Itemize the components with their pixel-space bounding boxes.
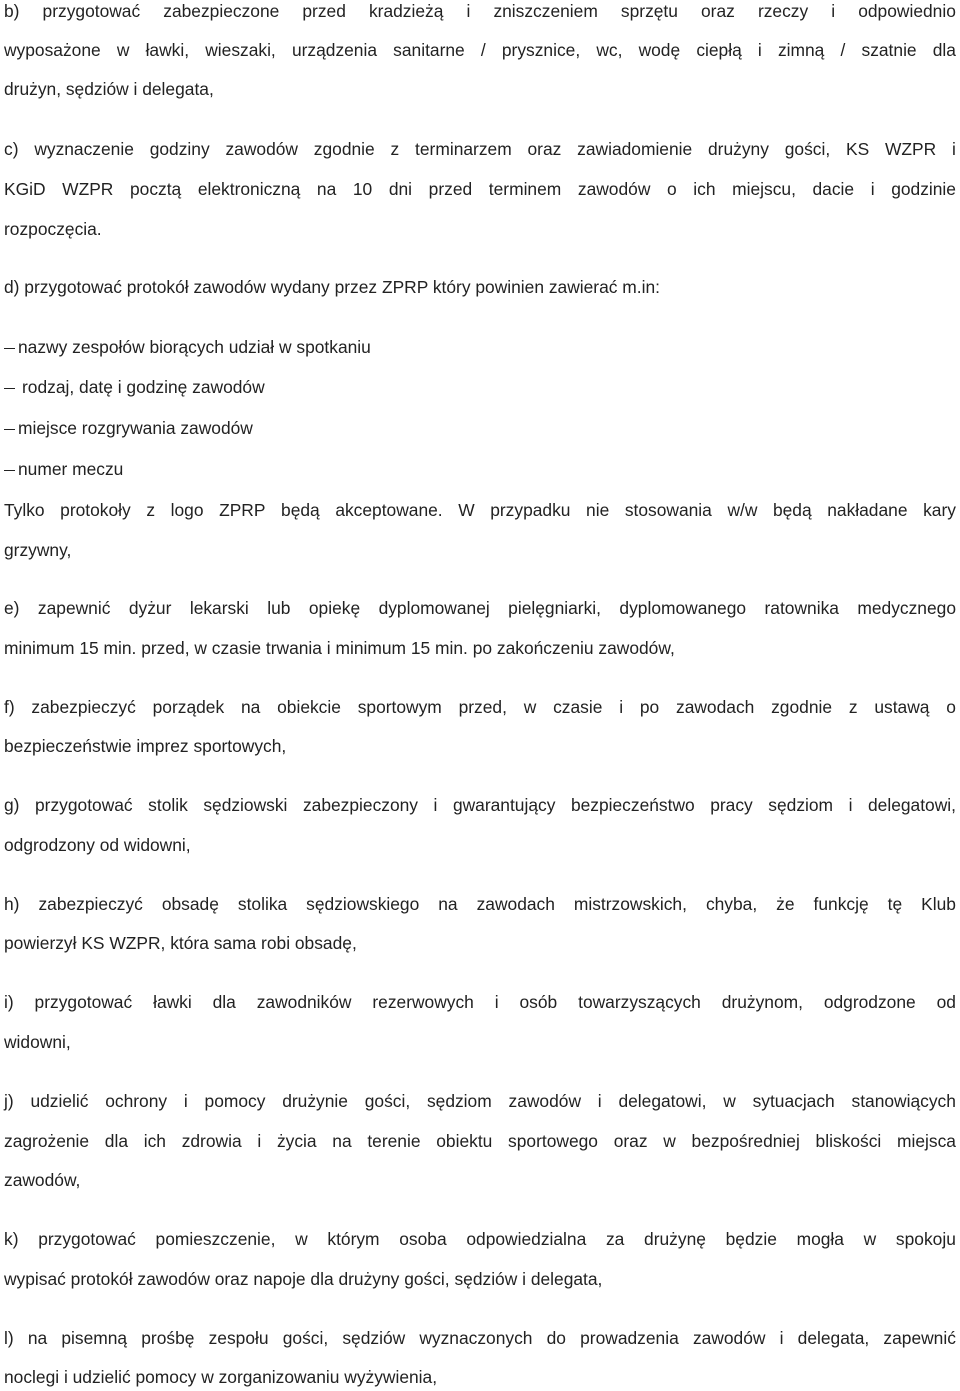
word: sportowym bbox=[357, 697, 442, 717]
word: miejscu, bbox=[732, 179, 796, 199]
word: o bbox=[946, 697, 956, 717]
word: dyplomowanej bbox=[378, 598, 490, 618]
word: prowadzenia bbox=[580, 1328, 679, 1348]
word: KS bbox=[845, 139, 870, 159]
word: ochrony bbox=[105, 1091, 168, 1111]
word: zawodach bbox=[676, 697, 755, 717]
word: dla bbox=[104, 1131, 129, 1151]
word: mogła bbox=[796, 1229, 844, 1249]
word: sędziowski bbox=[203, 795, 288, 815]
word: zespołu bbox=[208, 1328, 269, 1348]
word: pracy bbox=[710, 795, 753, 815]
word: zawodach bbox=[476, 894, 555, 914]
para-b-line-1 bbox=[4, 0, 956, 22]
word: zawodów bbox=[692, 1328, 766, 1348]
para-h-line-2: powierzył KS WZPR, która sama robi obsadę, bbox=[4, 933, 357, 953]
word: bezpieczeństwo bbox=[570, 795, 695, 815]
word: Klub bbox=[921, 894, 956, 914]
word: urządzenia bbox=[291, 40, 378, 60]
word: j) bbox=[4, 1091, 14, 1111]
word: wyposażone bbox=[4, 40, 101, 60]
word: i bbox=[597, 1091, 602, 1111]
word: pomocy bbox=[204, 1091, 266, 1111]
word: oraz bbox=[527, 139, 562, 159]
word: WZPR bbox=[885, 139, 937, 159]
word: zgodnie bbox=[313, 139, 375, 159]
para-j-line-1 bbox=[4, 1090, 956, 1112]
word: i bbox=[952, 139, 956, 159]
word: kradzieżą bbox=[368, 1, 444, 21]
para-d-note-line-2: grzywny, bbox=[4, 540, 72, 560]
word: życia bbox=[276, 1131, 317, 1151]
para-e-line-2: minimum 15 min. przed, w czasie trwania i minimum 15 min. po zakończeniu zawodów, bbox=[4, 638, 675, 658]
word: zawiadomienie bbox=[577, 139, 693, 159]
word: oraz bbox=[613, 1131, 648, 1151]
word: godziny bbox=[149, 139, 210, 159]
word: sytuacjach bbox=[752, 1091, 835, 1111]
para-j-line-3: zawodów, bbox=[4, 1170, 81, 1190]
para-k-line-2: wypisać protokół zawodów oraz napoje dla drużyny gości, sędziów i delegata, bbox=[4, 1269, 603, 1289]
word: dni bbox=[388, 179, 413, 199]
word: sędziom bbox=[426, 1091, 492, 1111]
word: 10 bbox=[352, 179, 373, 199]
word: h) bbox=[4, 894, 20, 914]
word: lekarski bbox=[189, 598, 249, 618]
word: dacie bbox=[812, 179, 855, 199]
word: w bbox=[116, 40, 130, 60]
word: zawodów bbox=[225, 139, 298, 159]
word: z bbox=[848, 697, 858, 717]
word: z bbox=[146, 500, 156, 520]
word: dyżur bbox=[128, 598, 172, 618]
para-e-line-1 bbox=[4, 597, 956, 619]
word: oraz bbox=[701, 1, 735, 21]
word: gwarantujący bbox=[452, 795, 556, 815]
protocol-list-item: nazwy zespołów biorących udział w spotkaniu bbox=[4, 336, 956, 358]
word: zgodnie bbox=[771, 697, 833, 717]
word: zabezpieczony bbox=[302, 795, 418, 815]
word: wc, bbox=[596, 40, 623, 60]
para-d-note-line-1 bbox=[4, 499, 956, 521]
word: w/w bbox=[727, 500, 758, 520]
word: i bbox=[466, 1, 471, 21]
para-i-line-2: widowni, bbox=[4, 1032, 71, 1052]
word: obsadę bbox=[161, 894, 219, 914]
word: za bbox=[605, 1229, 625, 1249]
word: lub bbox=[267, 598, 291, 618]
word: kary bbox=[923, 500, 956, 520]
word: sędziów bbox=[342, 1328, 406, 1348]
word: i bbox=[779, 1328, 784, 1348]
word: dla bbox=[932, 40, 956, 60]
word: ich bbox=[143, 1131, 166, 1151]
word: zawodów bbox=[508, 1091, 582, 1111]
word: godzinie bbox=[891, 179, 956, 199]
word: o bbox=[667, 179, 677, 199]
para-c-line-1 bbox=[4, 138, 956, 160]
word: przygotować bbox=[34, 992, 133, 1012]
word: Tylko bbox=[4, 500, 45, 520]
word: funkcję bbox=[813, 894, 869, 914]
word: zapewnić bbox=[883, 1328, 956, 1348]
word: terminem bbox=[488, 179, 562, 199]
word: przed, bbox=[458, 697, 507, 717]
word: odgrodzone bbox=[823, 992, 916, 1012]
word: sprzętu bbox=[620, 1, 678, 21]
word: w bbox=[663, 1131, 676, 1151]
word: / bbox=[480, 40, 486, 60]
para-h-line-1 bbox=[4, 893, 956, 915]
word: zabezpieczone bbox=[163, 1, 280, 21]
dash-icon bbox=[4, 348, 15, 349]
word: / bbox=[840, 40, 846, 60]
word: spokoju bbox=[895, 1229, 956, 1249]
word: i bbox=[494, 992, 499, 1012]
word: bezpośredniej bbox=[691, 1131, 800, 1151]
dash-icon bbox=[4, 388, 15, 389]
word: osoba bbox=[399, 1229, 447, 1249]
word: mistrzowskich, bbox=[573, 894, 687, 914]
word: terminarzem bbox=[415, 139, 512, 159]
word: obiekcie bbox=[277, 697, 341, 717]
word: c) bbox=[4, 139, 19, 159]
word: sędziom bbox=[768, 795, 834, 815]
word: do bbox=[546, 1328, 566, 1348]
word: KGiD bbox=[4, 179, 46, 199]
word: ustawą bbox=[874, 697, 930, 717]
word: i bbox=[433, 795, 438, 815]
word: ciepłą bbox=[696, 40, 742, 60]
para-d-line-1: d) przygotować protokół zawodów wydany przez ZPRP który powinien zawierać m.in: bbox=[4, 277, 660, 297]
word: czasie bbox=[553, 697, 603, 717]
word: gości, bbox=[784, 139, 831, 159]
word: i bbox=[757, 40, 762, 60]
word: będą bbox=[772, 500, 812, 520]
word: obiektu bbox=[436, 1131, 493, 1151]
word: prośbę bbox=[141, 1328, 195, 1348]
protocol-list-item: miejsce rozgrywania zawodów bbox=[4, 417, 956, 439]
word: i bbox=[257, 1131, 262, 1151]
word: miejsca bbox=[896, 1131, 956, 1151]
word: i bbox=[183, 1091, 188, 1111]
word: l) bbox=[4, 1328, 14, 1348]
dash-icon bbox=[4, 470, 15, 471]
word: przygotować bbox=[38, 1229, 136, 1249]
word: drużynę bbox=[644, 1229, 706, 1249]
word: ławki, bbox=[145, 40, 190, 60]
word: przygotować bbox=[35, 795, 133, 815]
word: którym bbox=[327, 1229, 380, 1249]
para-c-line-3: rozpoczęcia. bbox=[4, 219, 102, 239]
word: będzie bbox=[725, 1229, 777, 1249]
word: szatnie bbox=[861, 40, 917, 60]
word: W bbox=[458, 500, 475, 520]
word: prysznice, bbox=[501, 40, 581, 60]
word: na bbox=[27, 1328, 48, 1348]
word: przygotować bbox=[42, 1, 141, 21]
word: f) bbox=[4, 697, 15, 717]
word: drużynom, bbox=[721, 992, 803, 1012]
word: od bbox=[936, 992, 956, 1012]
word: sędziowskiego bbox=[306, 894, 420, 914]
word: wieszaki, bbox=[205, 40, 276, 60]
word: sportowego bbox=[508, 1131, 598, 1151]
word: ich bbox=[693, 179, 716, 199]
word: zabezpieczyć bbox=[31, 697, 136, 717]
word: nie bbox=[586, 500, 610, 520]
word: rezerwowych bbox=[372, 992, 474, 1012]
word: wyznaczonych bbox=[419, 1328, 533, 1348]
word: i bbox=[870, 179, 875, 199]
word: chyba, bbox=[705, 894, 758, 914]
word: logo bbox=[170, 500, 204, 520]
word: porządek bbox=[152, 697, 225, 717]
word: zimną bbox=[777, 40, 825, 60]
protocol-list-item: rodzaj, datę i godzinę zawodów bbox=[4, 376, 956, 398]
word: przed bbox=[302, 1, 346, 21]
word: po bbox=[639, 697, 660, 717]
para-b-line-2 bbox=[4, 39, 956, 61]
word: w bbox=[523, 697, 537, 717]
word: i bbox=[831, 1, 836, 21]
para-j-line-2 bbox=[4, 1130, 956, 1152]
para-c-line-2 bbox=[4, 178, 956, 200]
para-l-line-2: noclegi i udzielić pomocy w zorganizowaniu wyżywienia, bbox=[4, 1367, 438, 1387]
para-g-line-2: odgrodzony od widowni, bbox=[4, 835, 191, 855]
word: rzeczy bbox=[757, 1, 809, 21]
word: stolika bbox=[237, 894, 288, 914]
word: towarzyszących bbox=[578, 992, 701, 1012]
word: osób bbox=[519, 992, 558, 1012]
word: drużyny bbox=[708, 139, 769, 159]
para-i-line-1 bbox=[4, 991, 956, 1013]
word: i) bbox=[4, 992, 14, 1012]
dash-icon bbox=[4, 429, 15, 430]
word: nakładane bbox=[827, 500, 908, 520]
word: zniszczeniem bbox=[493, 1, 598, 21]
word: ławki bbox=[153, 992, 192, 1012]
word: dla bbox=[212, 992, 236, 1012]
word: odpowiedzialna bbox=[466, 1229, 587, 1249]
word: ratownika bbox=[764, 598, 839, 618]
word: w bbox=[295, 1229, 308, 1249]
word: terenie bbox=[367, 1131, 421, 1151]
word: elektroniczną bbox=[197, 179, 301, 199]
word: pocztą bbox=[129, 179, 182, 199]
word: i bbox=[848, 795, 853, 815]
word: delegatowi, bbox=[618, 1091, 707, 1111]
word: akceptowane. bbox=[335, 500, 443, 520]
protocol-list-item: numer meczu bbox=[4, 458, 956, 480]
word: zawodów bbox=[577, 179, 651, 199]
word: i bbox=[619, 697, 624, 717]
word: WZPR bbox=[62, 179, 114, 199]
word: tę bbox=[887, 894, 903, 914]
word: będą bbox=[281, 500, 320, 520]
para-k-line-1 bbox=[4, 1228, 956, 1250]
word: g) bbox=[4, 795, 20, 815]
word: przed bbox=[428, 179, 473, 199]
word: że bbox=[776, 894, 795, 914]
word: zdrowia bbox=[181, 1131, 242, 1151]
word: stosowania bbox=[624, 500, 712, 520]
word: przypadku bbox=[490, 500, 571, 520]
para-g-line-1 bbox=[4, 794, 956, 816]
word: k) bbox=[4, 1229, 19, 1249]
word: zawodników bbox=[256, 992, 352, 1012]
word: w bbox=[723, 1091, 736, 1111]
para-f-line-1 bbox=[4, 696, 956, 718]
word: drużynie bbox=[282, 1091, 348, 1111]
word: delegata, bbox=[797, 1328, 870, 1348]
para-l-line-1 bbox=[4, 1327, 956, 1349]
word: gości, bbox=[282, 1328, 329, 1348]
word: delegatowi, bbox=[867, 795, 956, 815]
word: udzielić bbox=[30, 1091, 89, 1111]
word: w bbox=[863, 1229, 877, 1249]
word: pomieszczenie, bbox=[155, 1229, 276, 1249]
word: protokoły bbox=[60, 500, 131, 520]
word: z bbox=[390, 139, 400, 159]
word: sanitarne bbox=[393, 40, 465, 60]
word: pisemną bbox=[61, 1328, 128, 1348]
word: na bbox=[316, 179, 337, 199]
word: medycznego bbox=[857, 598, 956, 618]
word: stolik bbox=[148, 795, 188, 815]
word: dyplomowanego bbox=[619, 598, 747, 618]
word: b) bbox=[4, 1, 20, 21]
word: odpowiednio bbox=[858, 1, 956, 21]
word: wyznaczenie bbox=[34, 139, 134, 159]
para-b-line-3: drużyn, sędziów i delegata, bbox=[4, 79, 214, 99]
word: zagrożenie bbox=[4, 1131, 90, 1151]
word: na bbox=[240, 697, 261, 717]
word: opiekę bbox=[308, 598, 361, 618]
word: wodę bbox=[638, 40, 681, 60]
word: pielęgniarki, bbox=[508, 598, 601, 618]
para-f-line-2: bezpieczeństwie imprez sportowych, bbox=[4, 736, 287, 756]
word: ZPRP bbox=[219, 500, 266, 520]
word: gości, bbox=[364, 1091, 411, 1111]
word: e) bbox=[4, 598, 20, 618]
word: stanowiących bbox=[851, 1091, 956, 1111]
word: zabezpieczyć bbox=[38, 894, 143, 914]
word: na bbox=[332, 1131, 352, 1151]
word: bliskości bbox=[815, 1131, 882, 1151]
word: zapewnić bbox=[37, 598, 111, 618]
word: na bbox=[438, 894, 458, 914]
